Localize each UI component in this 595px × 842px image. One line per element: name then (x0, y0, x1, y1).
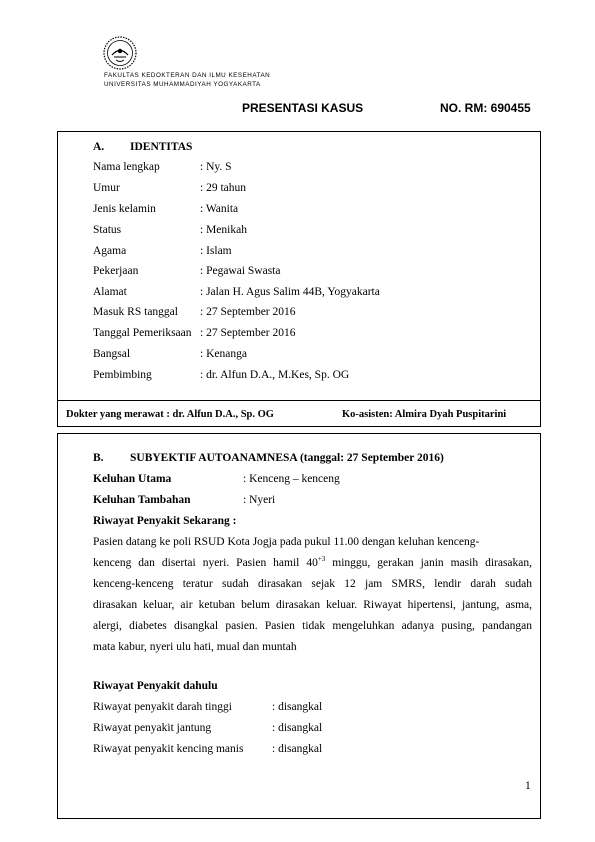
rps-line: Pasien datang ke poli RSUD Kota Jogja pada pukul 11.00 dengan keluhan kenceng- (93, 536, 480, 548)
university-seal-icon (103, 36, 137, 70)
rpd-heading: Riwayat Penyakit dahulu (93, 680, 218, 692)
field-value: : Menikah (200, 224, 247, 236)
field-value: : dr. Alfun D.A., M.Kes, Sp. OG (200, 369, 350, 381)
field-label: Masuk RS tanggal (93, 306, 178, 318)
field-label: Alamat (93, 286, 127, 298)
medical-record-number: NO. RM: 690455 (440, 101, 531, 115)
rpd-label: Riwayat penyakit jantung (93, 722, 212, 734)
rps-line: alergi, diabetes disangkal pasien. Pasien tidak mengeluhkan adanya pusing, pandangan (93, 620, 532, 632)
university-name: UNIVERSITAS MUHAMMADIYAH YOGYAKARTA (104, 81, 261, 88)
faculty-name: FAKULTAS KEDOKTERAN DAN ILMU KESEHATAN (104, 72, 271, 79)
rpd-value: : disangkal (272, 701, 323, 713)
field-value: : Kenanga (200, 348, 247, 360)
rps-line-part: minggu, gerakan janin masih dirasakan, (325, 557, 533, 569)
attending-doctor: Dokter yang merawat : dr. Alfun D.A., Sp. OG (66, 409, 274, 420)
section-a-letter: A. (93, 141, 105, 153)
rps-line: mata kabur, nyeri ulu hati, mual dan muntah (93, 641, 297, 653)
co-assistant: Ko-asisten: Almira Dyah Puspitarini (342, 409, 507, 420)
field-label: Pembimbing (93, 369, 152, 381)
field-label: Jenis kelamin (93, 203, 156, 215)
rps-paragraph (93, 532, 532, 658)
rps-line: kenceng-kenceng teratur sudah dirasakan sejak 12 jam SMRS, lendir darah sudah (93, 578, 532, 590)
page-number: 1 (525, 780, 531, 792)
keluhan-utama-label: Keluhan Utama (93, 473, 172, 485)
keluhan-utama-value: : Kenceng – kenceng (243, 473, 340, 485)
rps-line-part: kenceng dan disertai nyeri. Pasien hamil 40 (93, 557, 318, 569)
field-label: Nama lengkap (93, 161, 160, 173)
rpd-label: Riwayat penyakit darah tinggi (93, 701, 232, 713)
field-value: : Wanita (200, 203, 239, 215)
rps-line: dirasakan keluar, air ketuban belum dirasakan keluar. Riwayat hipertensi, jantung, asma, (93, 599, 532, 611)
keluhan-tambahan-label: Keluhan Tambahan (93, 494, 191, 506)
page-title: PRESENTASI KASUS (242, 101, 364, 115)
rpd-label: Riwayat penyakit kencing manis (93, 743, 244, 755)
field-label: Pekerjaan (93, 265, 139, 277)
field-value: : Jalan H. Agus Salim 44B, Yogyakarta (200, 286, 380, 298)
field-label: Tanggal Pemeriksaan (93, 327, 192, 339)
section-a-heading: IDENTITAS (130, 141, 193, 153)
field-value: : 29 tahun (200, 182, 246, 194)
field-value: : Ny. S (200, 161, 232, 173)
field-value: : 27 September 2016 (200, 306, 296, 318)
section-b-heading: SUBYEKTIF AUTOANAMNESA (tanggal: 27 September 2016) (130, 452, 444, 464)
field-label: Umur (93, 182, 120, 194)
field-label: Bangsal (93, 348, 131, 360)
rps-heading: Riwayat Penyakit Sekarang : (93, 515, 237, 527)
field-value: : Pegawai Swasta (200, 265, 281, 277)
field-value: : 27 September 2016 (200, 327, 296, 339)
rps-superscript: +3 (317, 555, 326, 564)
rpd-value: : disangkal (272, 722, 323, 734)
section-b-letter: B. (93, 452, 104, 464)
field-label: Agama (93, 245, 127, 257)
rps-line (93, 553, 532, 574)
keluhan-tambahan-value: : Nyeri (243, 494, 276, 506)
rpd-value: : disangkal (272, 743, 323, 755)
field-label: Status (93, 224, 122, 236)
field-value: : Islam (200, 245, 232, 257)
